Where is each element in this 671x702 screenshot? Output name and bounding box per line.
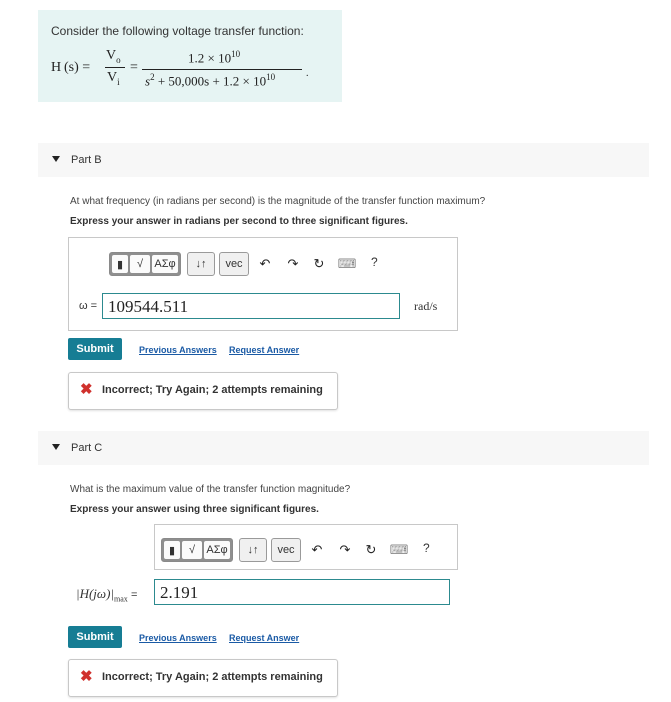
reset-icon[interactable]: ↻ (365, 542, 377, 557)
eq-lhs-s: (s) = (64, 60, 91, 75)
problem-statement (38, 10, 342, 102)
sqrt-template-icon[interactable]: √ (130, 255, 150, 273)
part-b-answer-box (68, 237, 458, 331)
eq-frac2-den: $s^2 + 50,000s + 1.2 \times 10^{10}$ (145, 72, 276, 89)
greek-symbols-button[interactable]: ΑΣφ (152, 255, 178, 273)
part-b-title: Part B (71, 154, 102, 166)
part-b-answer-input[interactable]: 109544.511 (102, 293, 400, 319)
eq-frac2-bar (142, 69, 302, 70)
collapse-caret-icon[interactable] (52, 444, 60, 450)
part-c-toolbar-box (154, 524, 458, 570)
redo-icon[interactable]: ↷ (339, 542, 351, 557)
eq-frac1-num: $V_o$ (106, 48, 121, 65)
omega-label: ω = (79, 300, 98, 312)
part-b-feedback (68, 372, 338, 410)
part-c-feedback (68, 659, 338, 697)
templates-group (161, 538, 233, 562)
part-b-submit-button[interactable]: Submit (68, 338, 122, 360)
part-c-answer-area (68, 524, 468, 620)
part-b-question: At what frequency (in radians per second) is the magnitude of the transfer function maximum? (70, 196, 486, 207)
reset-icon[interactable]: ↻ (313, 256, 325, 271)
error-x-icon: ✖ (80, 668, 93, 685)
part-b-unit: rad/s (414, 299, 438, 313)
vec-button[interactable]: vec (219, 252, 249, 276)
keyboard-icon[interactable]: ⌨ (389, 542, 409, 557)
h-jw-max-label: $|H(j\omega)|_{max}$ = (76, 586, 138, 604)
error-x-icon: ✖ (80, 381, 93, 398)
part-c-toolbar (161, 538, 451, 562)
part-c-feedback-text: Incorrect; Try Again; 2 attempts remaining (102, 671, 323, 683)
eq-frac1-den: $V_i$ (107, 70, 120, 87)
part-c-title: Part C (71, 442, 103, 454)
help-button[interactable]: ? (371, 255, 378, 269)
sqrt-template-icon[interactable]: √ (182, 541, 202, 559)
part-c-request-answer-link[interactable]: Request Answer (229, 633, 300, 643)
arrows-button[interactable]: ↓↑ (187, 252, 215, 276)
part-b-header[interactable] (38, 143, 649, 177)
undo-icon[interactable]: ↶ (311, 542, 323, 557)
intro-text: Consider the following voltage transfer function: (51, 24, 304, 38)
eq-frac2-num: $1.2 \times 10^{10}$ (188, 49, 241, 66)
part-b-instruction: Express your answer in radians per second to three significant figures. (70, 216, 408, 227)
part-c-previous-answers-link[interactable]: Previous Answers (139, 633, 217, 643)
redo-icon[interactable]: ↷ (287, 256, 299, 271)
eq-frac1-bar (105, 67, 125, 68)
undo-icon[interactable]: ↶ (259, 256, 271, 271)
part-c-answer-input[interactable]: 2.191 (154, 579, 450, 605)
collapse-caret-icon[interactable] (52, 156, 60, 162)
part-b-feedback-text: Incorrect; Try Again; 2 attempts remaining (102, 384, 323, 396)
template-block-icon[interactable]: ▮ (112, 255, 128, 273)
keyboard-icon[interactable]: ⌨ (337, 256, 357, 271)
vec-button[interactable]: vec (271, 538, 301, 562)
template-block-icon[interactable]: ▮ (164, 541, 180, 559)
eq-end-dot: . (306, 68, 309, 79)
part-c-header[interactable] (38, 431, 649, 465)
arrows-button[interactable]: ↓↑ (239, 538, 267, 562)
templates-group (109, 252, 181, 276)
part-c-submit-button[interactable]: Submit (68, 626, 122, 648)
greek-symbols-button[interactable]: ΑΣφ (204, 541, 230, 559)
eq-equals: = (130, 60, 138, 75)
part-c-question: What is the maximum value of the transfer function magnitude? (70, 484, 351, 495)
part-b-toolbar (109, 252, 409, 276)
help-button[interactable]: ? (423, 541, 430, 555)
eq-lhs-h: H (51, 60, 62, 75)
part-b-previous-answers-link[interactable]: Previous Answers (139, 345, 217, 355)
part-c-instruction: Express your answer using three significant figures. (70, 504, 319, 515)
part-b-request-answer-link[interactable]: Request Answer (229, 345, 300, 355)
